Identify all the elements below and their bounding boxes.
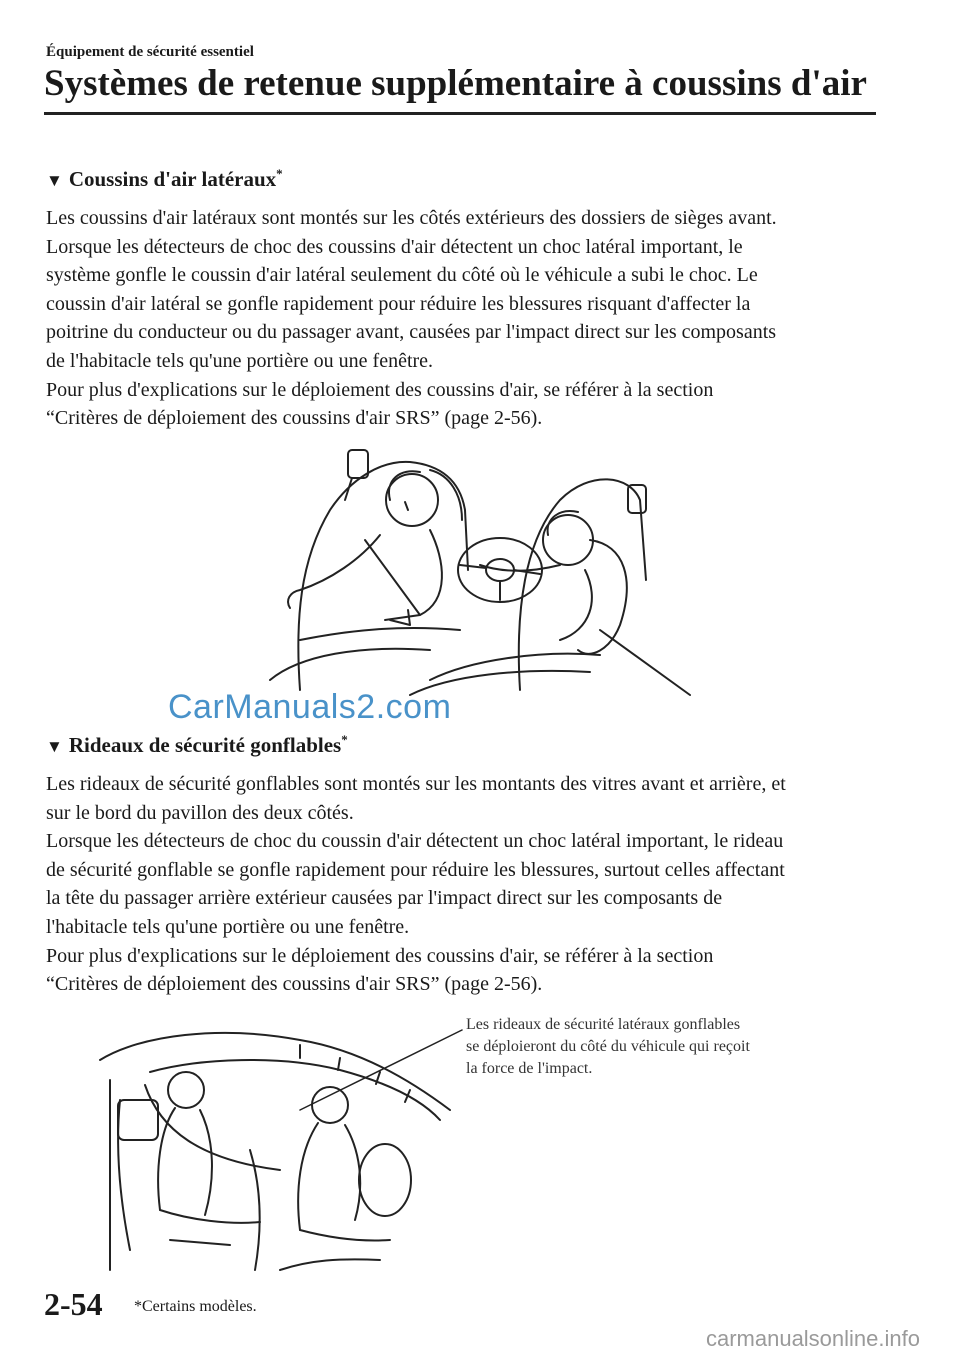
body-line: sur le bord du pavillon des deux côtés. [46, 801, 354, 824]
footnote: *Certains modèles. [134, 1298, 257, 1315]
section-body-side-airbags [46, 204, 878, 433]
curtain-airbag-callout [466, 1014, 750, 1080]
body-line: Pour plus d'explications sur le déploiement des coussins d'air, se référer à la section [46, 944, 714, 967]
page-number: 2-54 [44, 1286, 103, 1322]
body-line: Lorsque les détecteurs de choc des coussins d'air détectent un choc latéral important, le [46, 235, 743, 258]
body-line: l'habitacle tels qu'une portière ou une fenêtre. [46, 915, 410, 938]
body-line: “Critères de déploiement des coussins d'air SRS” (page 2-56). [46, 973, 543, 996]
section-body-curtain-airbags [46, 770, 878, 999]
body-line: Les rideaux de sécurité gonflables sont montés sur les montants des vitres avant et arrière, et [46, 773, 786, 795]
body-line: Les coussins d'air latéraux sont montés sur les côtés extérieurs des dossiers de sièges avant. [46, 207, 777, 229]
body-line: coussin d'air latéral se gonfle rapidement pour réduire les blessures risquant d'affecter la [46, 292, 751, 315]
optional-marker: * [341, 732, 348, 747]
page-title: Systèmes de retenue supplémentaire à coussins d'air [44, 63, 867, 104]
side-airbag-illustration [0, 440, 960, 700]
section-heading-curtain-airbags [46, 732, 348, 758]
optional-marker: * [276, 166, 283, 181]
section-heading-side-airbags [46, 166, 283, 192]
body-line: poitrine du conducteur ou du passager avant, causées par l'impact direct sur les composants [46, 321, 777, 344]
body-line: de l'habitacle tels qu'une portière ou une fenêtre. [46, 349, 434, 372]
body-line: Pour plus d'explications sur le déploiement des coussins d'air, se référer à la section [46, 378, 714, 401]
callout-line: Les rideaux de sécurité latéraux gonflables [466, 1016, 741, 1033]
triangle-bullet-icon: ▼ [46, 737, 63, 756]
body-line: “Critères de déploiement des coussins d'air SRS” (page 2-56). [46, 407, 543, 430]
site-watermark: carmanualsonline.info [705, 1326, 920, 1351]
section-heading-text: Coussins d'air latéraux [68, 167, 277, 191]
body-line: la tête du passager arrière extérieur causées par l'impact direct sur les composants de [46, 887, 723, 910]
carmanuals-watermark: CarManuals2.com [168, 688, 452, 726]
section-kicker: Équipement de sécurité essentiel [46, 44, 254, 60]
callout-line: la force de l'impact. [466, 1060, 593, 1077]
callout-line: se déploieront du côté du véhicule qui reçoit [466, 1038, 750, 1055]
section-heading-text: Rideaux de sécurité gonflables [68, 733, 342, 757]
body-line: système gonfle le coussin d'air latéral seulement du côté où le véhicule a subi le choc. Le [46, 264, 758, 287]
body-line: Lorsque les détecteurs de choc du coussin d'air détectent un choc latéral important, le rideau [46, 830, 784, 853]
triangle-bullet-icon: ▼ [46, 171, 63, 190]
header-divider [44, 112, 876, 115]
body-line: de sécurité gonflable se gonfle rapidement pour réduire les blessures, surtout celles affectant [46, 858, 785, 881]
